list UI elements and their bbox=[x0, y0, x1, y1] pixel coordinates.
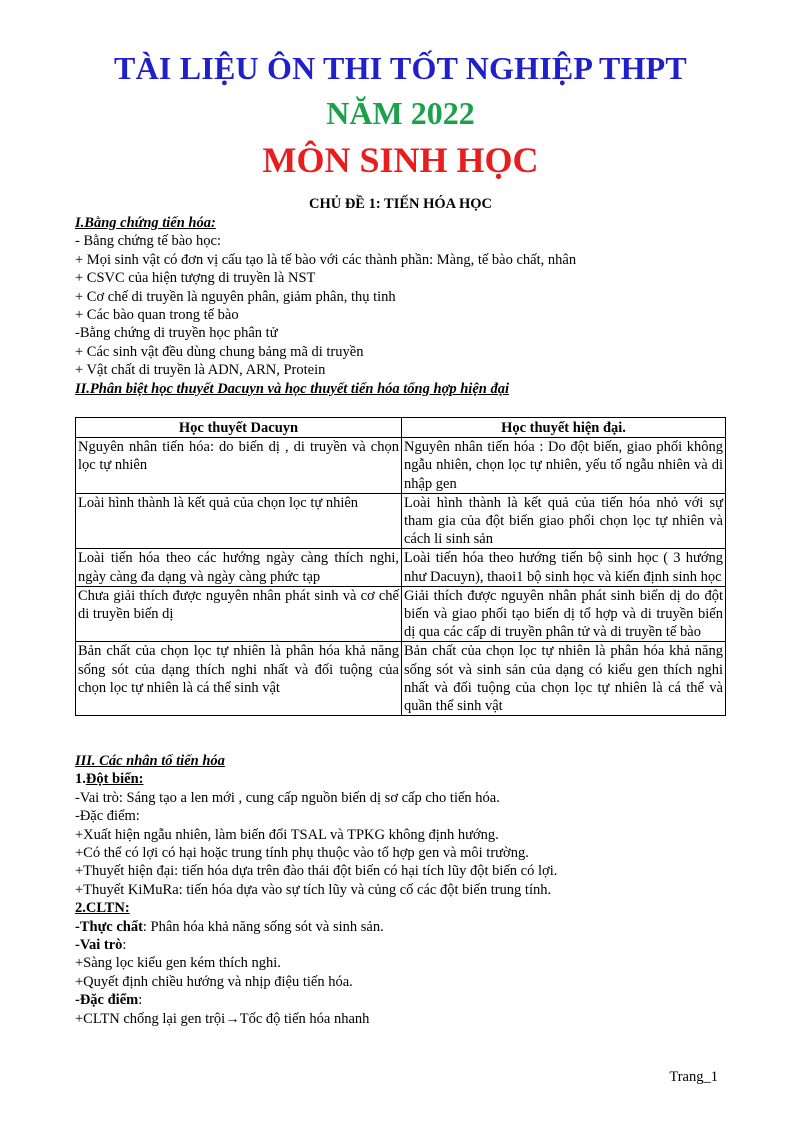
section-1-line: + CSVC của hiện tượng di truyền là NST bbox=[75, 270, 316, 287]
table-cell: Nguyên nhân tiến hóa : Do đột biến, giao phối không ngẫu nhiên, chọn lọc tự nhiên, yếu tố ngẫu nhiên và di nhập gen bbox=[402, 438, 726, 494]
essence-label: -Thực chất bbox=[75, 918, 143, 935]
section-1-line: - Bằng chứng tế bào học: bbox=[75, 233, 221, 250]
table-row bbox=[76, 586, 726, 642]
subsection-title: Đột biến: bbox=[85, 771, 144, 788]
section-1-line: + Mọi sinh vật có đơn vị cấu tạo là tế bào với các thành phần: Màng, tế bào chất, nhân bbox=[75, 251, 577, 268]
feature-text-a: +CLTN chống lại gen trội bbox=[75, 1010, 226, 1027]
table-cell: Bản chất của chọn lọc tự nhiên là phân hóa khả năng sống sót và sinh sản của dạng có kiểu gen thích nghi nhất và đối tuộng của chọn lọc tự nhiên là cá thể và quần thể sinh vật bbox=[402, 642, 726, 716]
mutation-line: +Có thể có lợi có hại hoặc trung tính phụ thuộc vào tổ hợp gen và môi trường. bbox=[75, 845, 529, 862]
selection-feature bbox=[75, 991, 726, 1009]
role-line: +Sàng lọc kiểu gen kém thích nghi. bbox=[75, 955, 281, 972]
feature-text-b: Tốc độ tiến hóa nhanh bbox=[239, 1010, 370, 1027]
section-3-heading: III. Các nhân tố tiến hóa bbox=[75, 753, 225, 769]
comparison-table bbox=[75, 417, 726, 716]
section-1-heading: I.Bằng chứng tiến hóa: bbox=[75, 215, 216, 231]
section-1-line: + Các bào quan trong tế bào bbox=[75, 307, 239, 324]
section-1-line: -Bằng chứng di truyền học phân tử bbox=[75, 325, 278, 342]
table-header-row bbox=[76, 418, 726, 438]
table-row bbox=[76, 642, 726, 716]
feature-label: -Đặc điểm bbox=[75, 992, 139, 1009]
table-row bbox=[76, 549, 726, 586]
table-cell: Loài hình thành là kết quả của chọn lọc tự nhiên bbox=[76, 493, 402, 549]
section-1-line: + Cơ chế di truyền là nguyên phân, giảm phân, thụ tinh bbox=[75, 288, 396, 305]
mutation-line: +Thuyết hiện đại: tiến hóa dựa trên đào thải đột biến có hại tích lũy đột biến có lợi. bbox=[75, 863, 558, 880]
role-label: -Vai trò bbox=[75, 937, 123, 954]
table-header-darwin: Học thuyết Dacuyn bbox=[76, 418, 402, 438]
table-cell: Chưa giải thích được nguyên nhân phát sinh và cơ chế di truyền biến dị bbox=[76, 586, 402, 642]
subsection-number: 1. bbox=[75, 771, 86, 788]
essence-text: : Phân hóa khả năng sống sót và sinh sản. bbox=[142, 918, 384, 935]
mutation-line: +Thuyết KiMuRa: tiến hóa dựa vào sự tích lũy và củng cố các đột biến trung tính. bbox=[75, 881, 552, 898]
section-3 bbox=[75, 752, 726, 1028]
role-colon: : bbox=[122, 937, 127, 954]
mutation-line: -Vai trò: Sáng tạo a len mới , cung cấp nguồn biến dị sơ cấp cho tiến hóa. bbox=[75, 789, 500, 806]
document-year: NĂM 2022 bbox=[326, 95, 475, 131]
page-number: Trang_1 bbox=[669, 1069, 718, 1085]
document-subject: MÔN SINH HỌC bbox=[262, 140, 539, 180]
table-row bbox=[76, 493, 726, 549]
mutation-line: -Đặc điểm: bbox=[75, 808, 140, 825]
table-cell: Nguyên nhân tiến hóa: do biến dị , di truyền và chọn lọc tự nhiên bbox=[76, 438, 402, 494]
selection-role bbox=[75, 936, 726, 954]
table-header-modern: Học thuyết hiện đại. bbox=[402, 418, 726, 438]
section-2-heading: II.Phân biệt học thuyết Dacuyn và học thuyết tiến hóa tổng hợp hiện đại bbox=[75, 380, 509, 397]
feature-colon: : bbox=[138, 992, 143, 1009]
table-cell: Bản chất của chọn lọc tự nhiên là phân hóa khả năng sống sót của dạng thích nghi nhất và đối tuộng của chọn lọc tự nhiên là cá thể sinh vật bbox=[76, 642, 402, 716]
table-cell: Giải thích được nguyên nhân phát sinh biến dị do đột biến và giao phối tạo biến dị tổ hợp và di truyền biến dị qua các cấp di truyền phân tử và di truyền tế bào bbox=[402, 586, 726, 642]
subsection-selection-heading: 2.CLTN: bbox=[75, 900, 130, 917]
table-cell: Loài hình thành là kết quả của tiến hóa nhỏ với sự tham gia của đột biến giao phối chọn lọc tự nhiên và cách li sinh sản bbox=[402, 493, 726, 549]
table-row bbox=[76, 438, 726, 494]
document-title: TÀI LIỆU ÔN THI TỐT NGHIỆP THPT bbox=[114, 50, 687, 86]
table-cell: Loài tiến hóa theo hướng tiến bộ sinh học ( 3 hướng như Dacuyn), thaoi1 bộ sinh học và kiến định sinh học bbox=[402, 549, 726, 586]
section-1-line: + Các sinh vật đều dùng chung bảng mã di truyền bbox=[75, 343, 364, 360]
selection-essence bbox=[75, 918, 726, 936]
section-1 bbox=[75, 214, 726, 398]
subsection-mutation-heading bbox=[75, 770, 726, 788]
arrow-right-icon: → bbox=[225, 1010, 240, 1027]
mutation-line: +Xuất hiện ngẫu nhiên, làm biến đổi TSAL và TPKG không định hướng. bbox=[75, 826, 499, 843]
topic-heading: CHỦ ĐỀ 1: TIẾN HÓA HỌC bbox=[308, 196, 493, 212]
role-line: +Quyết định chiều hướng và nhịp điệu tiến hóa. bbox=[75, 973, 353, 990]
section-1-line: + Vật chất di truyền là ADN, ARN, Protein bbox=[75, 362, 326, 379]
table-cell: Loài tiến hóa theo các hướng ngày càng thích nghi, ngày càng đa dạng và ngày càng phức tạp bbox=[76, 549, 402, 586]
feature-line bbox=[75, 1010, 726, 1028]
